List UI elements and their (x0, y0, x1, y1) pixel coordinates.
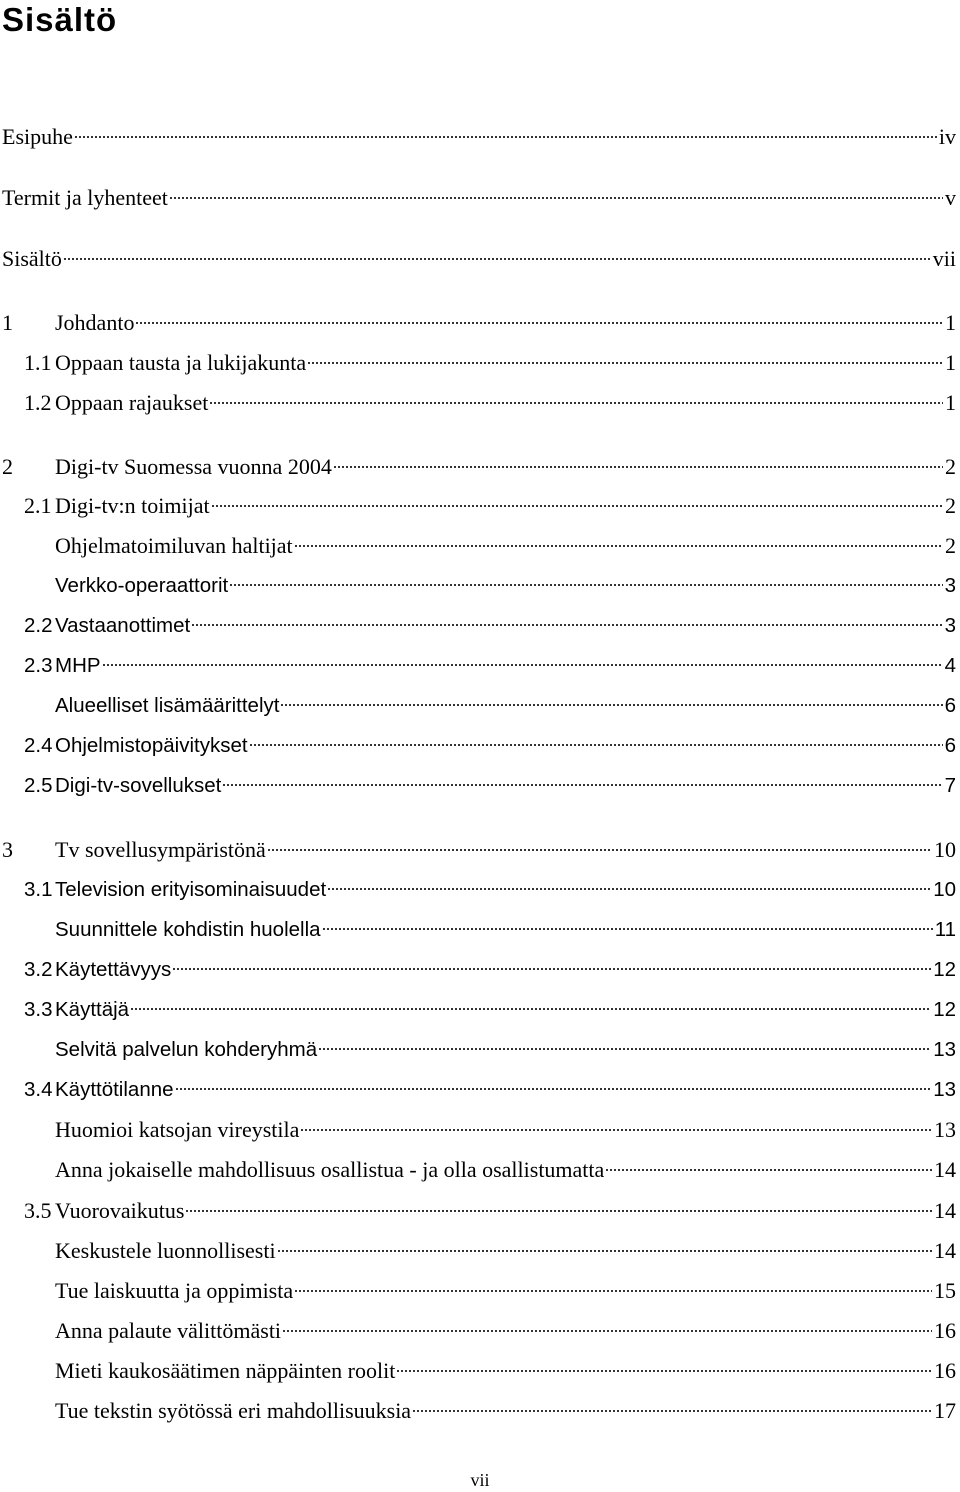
toc-entry-page: 4 (944, 654, 956, 677)
toc-entry-page: 6 (944, 694, 956, 717)
toc-entry-page: 15 (934, 1278, 956, 1303)
toc-entry-number: 2.4 (24, 734, 53, 757)
toc-entry-page: 16 (934, 1318, 956, 1343)
toc-entry[interactable] (0, 915, 956, 945)
toc-entry-page: 2 (945, 533, 956, 558)
dot-leader (211, 505, 943, 507)
toc-entry-page: v (945, 185, 956, 210)
toc-entry[interactable] (0, 771, 956, 801)
toc-entry-title: Ohjelmistopäivitykset (55, 734, 248, 757)
toc-entry-title: Huomioi katsojan vireystila (55, 1117, 300, 1142)
toc-entry-page: 10 (933, 878, 956, 901)
toc-entry-title: Tv sovellusympäristönä (55, 837, 266, 862)
page-title: Sisältö (2, 1, 118, 38)
toc-entry-page: 13 (933, 1078, 956, 1101)
toc-entry-page: 14 (934, 1238, 956, 1263)
toc-entry-number: 3.2 (24, 958, 53, 981)
toc-entry-page: 10 (934, 837, 956, 862)
toc-entry-title: Anna palaute välittömästi (55, 1318, 282, 1343)
toc-entry-page: 14 (934, 1157, 956, 1182)
toc-entry-number: 3.1 (24, 878, 53, 901)
toc-entry-number: 1.2 (24, 390, 52, 415)
toc-entry-number: 2 (2, 454, 13, 479)
toc-entry-title: Vuorovaikutus (55, 1198, 185, 1223)
dot-leader (396, 1370, 932, 1372)
dot-leader (333, 466, 943, 468)
toc-entry-number: 2.5 (24, 774, 53, 797)
toc-entry[interactable] (0, 531, 956, 561)
toc-entry[interactable] (0, 1396, 956, 1426)
toc-entry-title: Tue tekstin syötössä eri mahdollisuuksia (55, 1398, 412, 1423)
toc-entry[interactable] (0, 122, 956, 152)
dot-leader (172, 968, 931, 970)
toc-entry[interactable] (0, 691, 956, 721)
toc-entry[interactable] (0, 244, 956, 274)
dot-leader (412, 1410, 932, 1412)
toc-entry-number: 3 (2, 837, 13, 862)
toc-entry[interactable] (0, 995, 956, 1025)
dot-leader (322, 928, 933, 930)
toc-entry[interactable] (0, 571, 956, 601)
toc-entry-page: vii (932, 246, 956, 271)
dot-leader (249, 744, 943, 746)
toc-entry[interactable] (0, 1316, 956, 1346)
toc-entry[interactable] (0, 1276, 956, 1306)
toc-entry[interactable] (0, 731, 956, 761)
toc-entry-number: 2.3 (24, 654, 53, 677)
toc-entry-page: 3 (944, 574, 956, 597)
toc-entry-number: 3.4 (24, 1078, 53, 1101)
dot-leader (282, 1330, 932, 1332)
toc-entry[interactable] (0, 308, 956, 338)
toc-entry-title: Digi-tv-sovellukset (55, 774, 222, 797)
toc-entry-title: Vastaanottimet (55, 614, 191, 637)
toc-entry-title: Johdanto (55, 310, 135, 335)
dot-leader (294, 1290, 932, 1292)
toc-entry[interactable] (0, 491, 956, 521)
dot-leader (318, 1048, 931, 1050)
toc-entry-title: Ohjelmatoimiluvan haltijat (55, 533, 293, 558)
toc-entry[interactable] (0, 1356, 956, 1386)
toc-entry-page: 6 (944, 734, 956, 757)
toc-entry-title: Oppaan rajaukset (55, 390, 209, 415)
dot-leader (229, 584, 942, 586)
toc-entry-page: 7 (944, 774, 956, 797)
dot-leader (135, 322, 943, 324)
toc-entry-number: 2.1 (24, 493, 52, 518)
toc-entry-title: Keskustele luonnollisesti (55, 1238, 276, 1263)
dot-leader (74, 136, 937, 138)
toc-entry-title: Selvitä palvelun kohderyhmä (55, 1038, 318, 1061)
dot-leader (267, 849, 932, 851)
toc-entry-title: Termit ja lyhenteet (2, 185, 168, 210)
toc-entry-title: Digi-tv Suomessa vuonna 2004 (55, 454, 332, 479)
dot-leader (185, 1210, 932, 1212)
toc-entry-title: Käyttötilanne (55, 1078, 174, 1101)
toc-entry[interactable] (0, 1075, 956, 1105)
toc-entry-page: 1 (945, 390, 956, 415)
toc-entry-number: 3.5 (24, 1198, 52, 1223)
toc-entry-page: 16 (934, 1358, 956, 1383)
toc-entry[interactable] (0, 1236, 956, 1266)
toc-entry-title: Sisältö (2, 246, 62, 271)
toc-entry-page: 11 (934, 918, 956, 941)
toc-entry[interactable] (0, 875, 956, 905)
dot-leader (130, 1008, 931, 1010)
toc-entry[interactable] (0, 1196, 956, 1226)
toc-entry-title: Verkko-operaattorit (55, 574, 229, 597)
toc-entry[interactable] (0, 348, 956, 378)
toc-entry-page: 1 (945, 350, 956, 375)
dot-leader (327, 888, 931, 890)
toc-entry-title: Esipuhe (2, 124, 73, 149)
toc-entry[interactable] (0, 955, 956, 985)
toc-entry-number: 3.3 (24, 998, 53, 1021)
toc-entry-title: Alueelliset lisämäärittelyt (55, 694, 280, 717)
dot-leader (63, 258, 931, 260)
dot-leader (605, 1169, 932, 1171)
dot-leader (169, 197, 943, 199)
toc-entry-number: 1.1 (24, 350, 52, 375)
toc-entry[interactable] (0, 1035, 956, 1065)
toc-entry-title: Käytettävyys (55, 958, 172, 981)
toc-entry-number: 2.2 (24, 614, 53, 637)
toc-entry-page: 2 (945, 454, 956, 479)
toc-entry-page: 13 (934, 1117, 956, 1142)
toc-entry[interactable] (0, 183, 956, 213)
toc-entry[interactable] (0, 611, 956, 641)
page-number: vii (470, 1470, 490, 1490)
dot-leader (209, 402, 943, 404)
toc-entry[interactable] (0, 388, 956, 418)
toc-entry-page: 3 (944, 614, 956, 637)
toc-entry-title: Oppaan tausta ja lukijakunta (55, 350, 307, 375)
toc-entry-page: 12 (933, 958, 956, 981)
toc-entry[interactable] (0, 1155, 956, 1185)
toc-entry-title: Television erityisominaisuudet (55, 878, 327, 901)
toc-entry-title: Digi-tv:n toimijat (55, 493, 210, 518)
toc-entry-page: iv (938, 124, 956, 149)
toc-entry-title: MHP (55, 654, 101, 677)
toc-entry[interactable] (0, 1115, 956, 1145)
toc-entry-page: 14 (934, 1198, 956, 1223)
toc-entry-title: Mieti kaukosäätimen näppäinten roolit (55, 1358, 396, 1383)
toc-entry-title: Käyttäjä (55, 998, 130, 1021)
toc-entry-number: 1 (2, 310, 13, 335)
toc-entry-page: 12 (933, 998, 956, 1021)
dot-leader (102, 664, 943, 666)
toc-entry-title: Tue laiskuutta ja oppimista (55, 1278, 294, 1303)
dot-leader (277, 1250, 932, 1252)
dot-leader (175, 1088, 932, 1090)
dot-leader (307, 362, 943, 364)
toc-entry-title: Anna jokaiselle mahdollisuus osallistua - ja olla osallistumatta (55, 1157, 605, 1182)
toc-entry-title: Suunnittele kohdistin huolella (55, 918, 321, 941)
toc-entry-page: 1 (945, 310, 956, 335)
dot-leader (222, 784, 942, 786)
toc-entry-page: 13 (933, 1038, 956, 1061)
toc-entry[interactable] (0, 452, 956, 482)
toc-entry[interactable] (0, 651, 956, 681)
toc-entry-page: 17 (934, 1398, 956, 1423)
dot-leader (191, 624, 942, 626)
toc-entry[interactable] (0, 835, 956, 865)
dot-leader (280, 704, 942, 706)
dot-leader (294, 545, 943, 547)
dot-leader (300, 1129, 932, 1131)
toc-entry-page: 2 (945, 493, 956, 518)
